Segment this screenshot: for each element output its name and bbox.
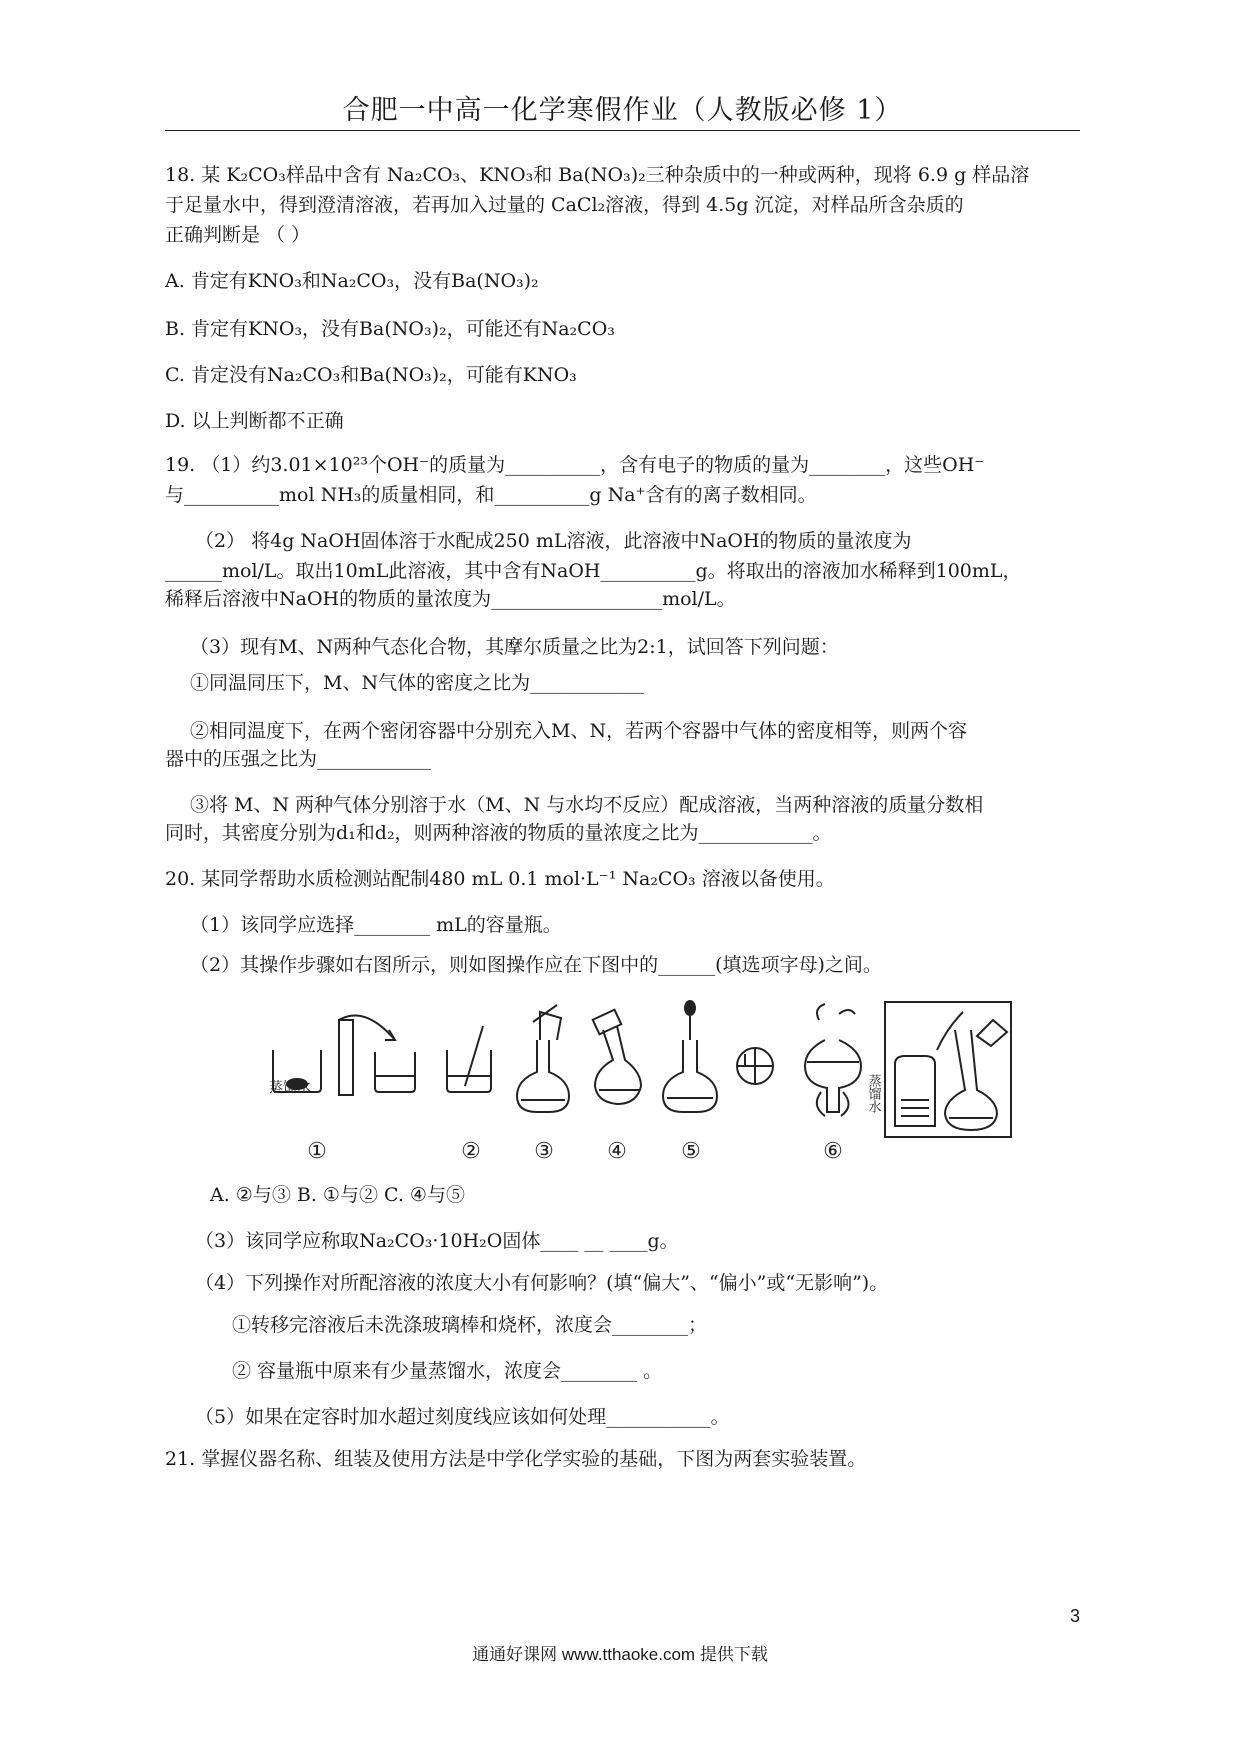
q20-options: A. ②与③ B. ①与② C. ④与⑤ <box>210 1184 465 1206</box>
step-label-5: ⑤ <box>681 1139 701 1164</box>
q18-line-3: 正确判断是 （ ） <box>165 224 311 246</box>
water-label: 蒸馏水 <box>269 1080 311 1096</box>
q18-option-b: B. 肯定有KNO₃，没有Ba(NO₃)₂，可能还有Na₂CO₃ <box>165 318 615 340</box>
boxed-transfer-panel <box>885 1002 1011 1137</box>
q18-line-2: 于足量水中，得到澄清溶液，若再加入过量的 CaCl₂溶液，得到 4.5g 沉淀，对样品所含杂质的 <box>165 194 964 216</box>
footer-credit: 通通好课网 www.tthaoke.com 提供下载 <box>472 1645 768 1664</box>
q20-part1: （1）该同学应选择________ mL的容量瓶。 <box>190 914 562 936</box>
solution-preparation-figure <box>265 1000 1015 1165</box>
page-number: 3 <box>1070 1606 1081 1626</box>
step4-apparatus <box>593 1010 641 1104</box>
q18-option-d: D. 以上判断都不正确 <box>165 410 344 432</box>
q20-part5: （5）如果在定容时加水超过刻度线应该如何处理___________。 <box>195 1406 730 1428</box>
q21-stem: 21. 掌握仪器名称、组装及使用方法是中学化学实验的基础，下图为两套实验装置。 <box>165 1448 867 1470</box>
q20-part4: （4）下列操作对所配溶液的浓度大小有何影响？(填“偏大”、“偏小”或“无影响”)。 <box>195 1272 889 1294</box>
step2-apparatus <box>447 1026 491 1092</box>
step6-apparatus <box>805 1004 861 1116</box>
q19-line-2: 与__________mol NH₃的质量相同，和__________g Na⁺含有的离子数相同。 <box>165 484 817 506</box>
q19-part2-line-1: （2） 将4g NaOH固体溶于水配成250 mL溶液，此溶液中NaOH的物质的量浓度为 <box>195 530 912 552</box>
q20-part3: （3）该同学应称取Na₂CO₃·10H₂O固体____ __ ____g。 <box>195 1230 679 1252</box>
q19-part3-item-3-line-1: ③将 M、N 两种气体分别溶于水（M、N 与水均不反应）配成溶液，当两种溶液的质量分数相 <box>190 794 984 816</box>
step-label-4: ④ <box>607 1139 627 1164</box>
q19-part3-item-1: ①同温同压下，M、N气体的密度之比为____________ <box>190 672 645 694</box>
step-label-2: ② <box>461 1139 481 1164</box>
q20-part4-item-1: ①转移完溶液后未洗涤玻璃棒和烧杯，浓度会________； <box>232 1314 708 1336</box>
q20-stem: 20. 某同学帮助水质检测站配制480 mL 0.1 mol·L⁻¹ Na₂CO₃ 溶液以备使用。 <box>165 868 835 890</box>
q18-option-a: A. 肯定有KNO₃和Na₂CO₃，没有Ba(NO₃)₂ <box>165 270 539 292</box>
step3-apparatus <box>517 1005 569 1112</box>
q19-part3-item-3-line-2: 同时，其密度分别为d₁和d₂，则两种溶液的物质的量浓度之比为____________。 <box>165 822 832 844</box>
boxed-water-label: 蒸馏水 <box>865 1074 881 1113</box>
q19-part3-item-2-line-2: 器中的压强之比为____________ <box>165 748 432 770</box>
q19-part3-item-2-line-1: ②相同温度下，在两个密闭容器中分别充入M、N，若两个容器中气体的密度相等，则两个容 <box>190 720 968 742</box>
q19-part3-intro: （3）现有M、N两种气态化合物，其摩尔质量之比为2:1，试回答下列问题： <box>190 636 839 658</box>
step-label-1: ① <box>307 1139 327 1164</box>
q20-part4-item-2: ② 容量瓶中原来有少量蒸馏水，浓度会________ 。 <box>232 1360 663 1382</box>
q19-part2-line-3: 稀释后溶液中NaOH的物质的量浓度为__________________mol/L。 <box>165 588 736 610</box>
step-label-6: ⑥ <box>823 1139 843 1164</box>
q20-part2: （2）其操作步骤如右图所示，则如图操作应在下图中的______(填选项字母)之间。 <box>190 954 882 976</box>
q19-part2-line-2: ______mol/L。取出10mL此溶液，其中含有NaOH__________g。将取出的溶液加水稀释到100mL， <box>165 560 1022 582</box>
page-header <box>165 84 1080 131</box>
page-title: 合肥一中高一化学寒假作业（人教版必修 1） <box>342 95 903 126</box>
step-label-3: ③ <box>534 1139 554 1164</box>
q18-option-c: C. 肯定没有Na₂CO₃和Ba(NO₃)₂，可能有KNO₃ <box>165 364 577 386</box>
q18-line-1: 18. 某 K₂CO₃样品中含有 Na₂CO₃、KNO₃和 Ba(NO₃)₂三种杂质中的一种或两种，现将 6.9 g 样品溶 <box>165 164 1030 186</box>
q19-line-1: 19. （1）约3.01×10²³个OH⁻的质量为__________，含有电子的物质的量为________，这些OH⁻ <box>165 454 985 476</box>
step5-apparatus <box>663 1001 773 1112</box>
